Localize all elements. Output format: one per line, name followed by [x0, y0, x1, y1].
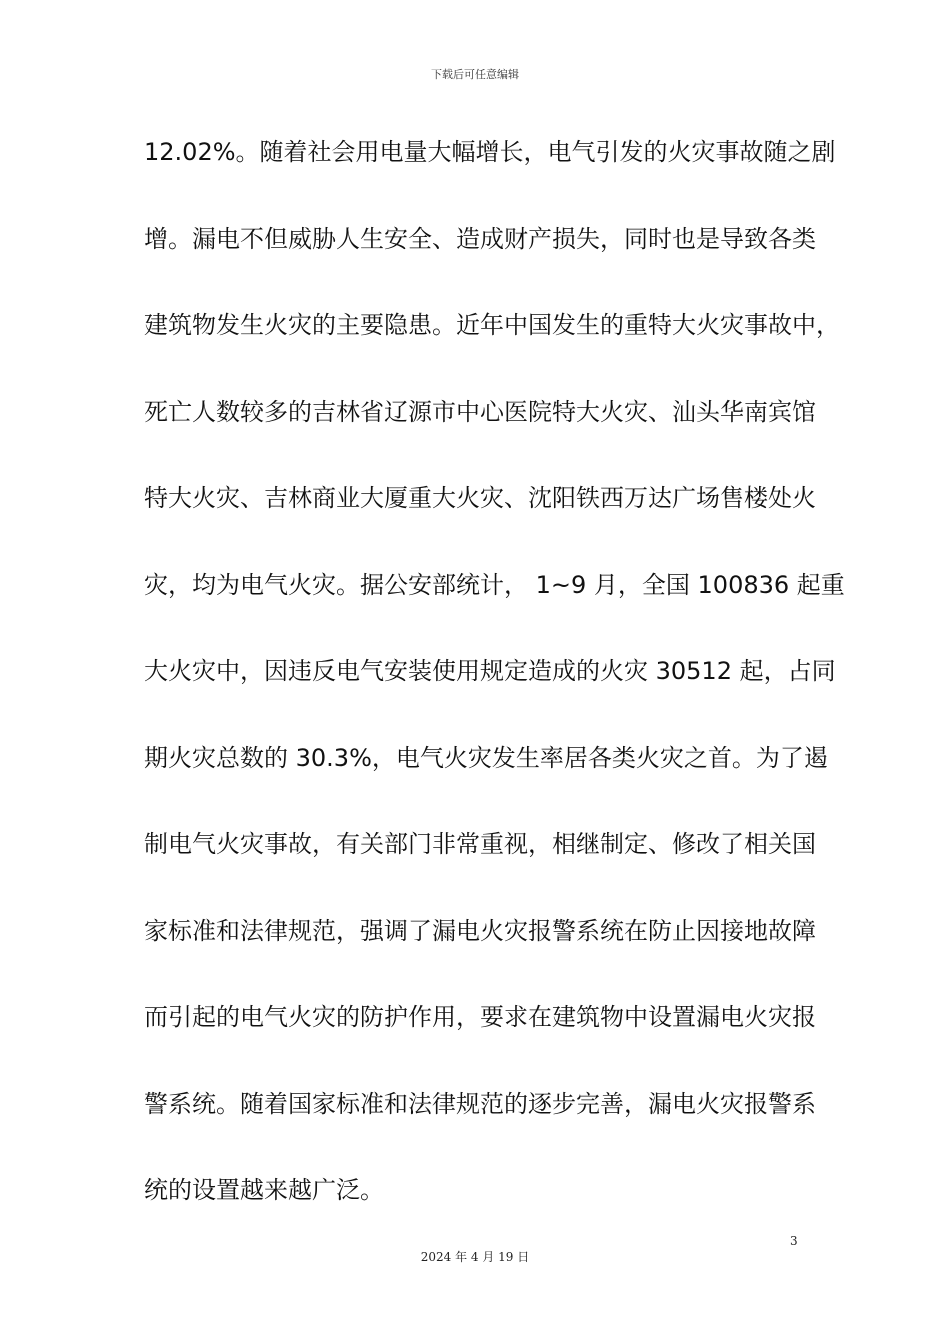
- text-line: 增。漏电不但威胁人生安全、造成财产损失，同时也是导致各类: [144, 224, 816, 253]
- text-line: 大火灾中，因违反电气安装使用规定造成的火灾 30512 起，占同: [144, 657, 836, 685]
- text-line: 制电气火灾事故，有关部门非常重视，相继制定、修改了相关国: [144, 830, 816, 858]
- text-line: 灾，均为电气火灾。据公安部统计， 1~9 月，全国 100836 起重: [144, 570, 845, 599]
- text-line: 死亡人数较多的吉林省辽源市中心医院特大火灾、汕头华南宾馆: [144, 397, 816, 426]
- text-line: 特大火灾、吉林商业大厦重大火灾、沈阳铁西万达广场售楼处火: [144, 484, 816, 512]
- page-header: 下载后可任意编辑: [431, 68, 519, 81]
- text-line: 12.02%。随着社会用电量大幅增长，电气引发的火灾事故随之剧: [144, 138, 836, 166]
- text-line: 统的设置越来越广泛。: [144, 1176, 384, 1204]
- text-line: 警系统。随着国家标准和法律规范的逐步完善，漏电火灾报警系: [144, 1089, 816, 1118]
- text-line: 而引起的电气火灾的防护作用，要求在建筑物中设置漏电火灾报: [144, 1003, 816, 1031]
- text-line: 家标准和法律规范，强调了漏电火灾报警系统在防止因接地故障: [144, 916, 816, 945]
- body-paragraph: [144, 126, 845, 1251]
- footer-date: 2024 年 4 月 19 日: [420, 1250, 530, 1264]
- page-number: 3: [790, 1234, 798, 1248]
- text-line: 期火灾总数的 30.3%，电气火灾发生率居各类火灾之首。为了遏: [144, 743, 828, 772]
- text-line: 建筑物发生火灾的主要隐患。近年中国发生的重特大火灾事故中，: [144, 311, 840, 339]
